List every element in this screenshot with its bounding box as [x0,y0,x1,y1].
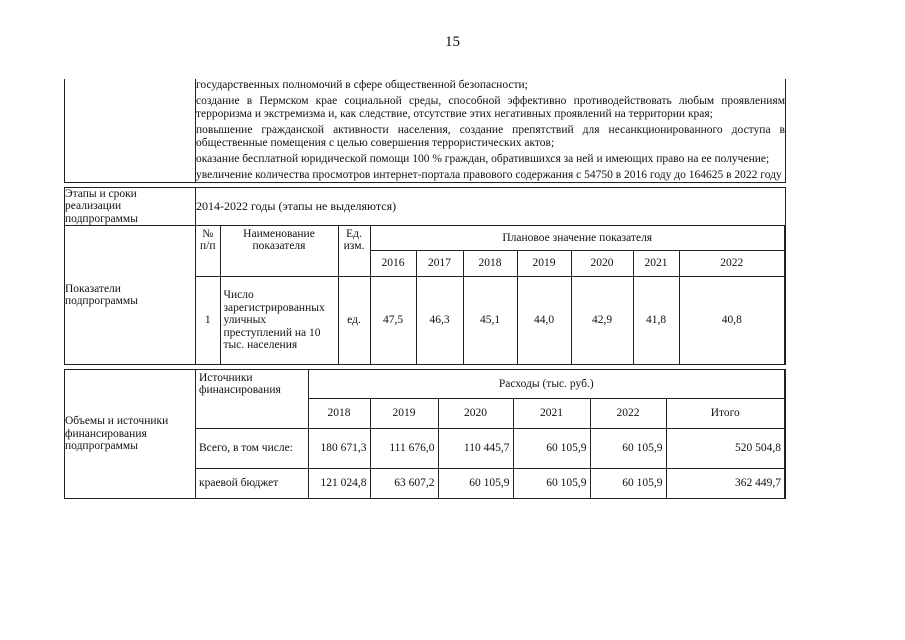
indicator-value: 40,8 [679,276,785,364]
financing-label: Объемы и источники финансирования подпрограммы [65,370,196,499]
financing-content-cell [196,370,786,499]
indicator-name: Число зарегистрированных уличных преступлений на 10 тыс. населения [220,276,338,364]
financing-value: 60 105,9 [590,428,666,468]
financing-row-name: Всего, в том числе: [196,428,308,468]
financing-total: 520 504,8 [666,428,785,468]
stages-label: Этапы и сроки реализации подпрограммы [65,187,196,225]
financing-row-name: краевой бюджет [196,468,308,498]
col-num-header: № п/п [196,226,220,276]
passport-table-container [64,79,786,499]
stages-value: 2014-2022 годы (этапы не выделяются) [196,187,786,225]
goal-paragraph: государственных полномочий в сфере общественной безопасности; [196,79,528,91]
financing-value: 60 105,9 [438,468,513,498]
financing-table [196,370,785,498]
financing-value: 60 105,9 [590,468,666,498]
goal-paragraph: создание в Пермском крае социальной среды, способной эффективно противодействовать любым проявлениям терроризма и экстремизма и, как следствие, отсутствие этих негативных проявлений на территории края; [196,95,785,120]
financing-row [65,370,786,499]
indicator-value: 41,8 [633,276,679,364]
year-header: 2018 [463,250,517,276]
goal-paragraph: оказание бесплатной юридической помощи 100 % граждан, обратившихся за ней и имеющих право на ее получение; [196,153,770,166]
stages-row [65,187,786,225]
sources-header: Источники финансирования [196,370,308,428]
financing-value: 63 607,2 [370,468,438,498]
fin-year-header: 2020 [438,398,513,428]
indicator-row [196,276,785,364]
indicator-unit: ед. [338,276,370,364]
indicators-label: Показатели подпрограммы [65,226,196,365]
indicator-value: 47,5 [370,276,416,364]
indicator-value: 45,1 [463,276,517,364]
year-header: 2020 [571,250,633,276]
indicators-row [65,226,786,365]
financing-value: 111 676,0 [370,428,438,468]
indicator-num: 1 [196,276,220,364]
fin-year-header: 2019 [370,398,438,428]
fin-year-header: 2022 [590,398,666,428]
financing-regional-row [196,468,785,498]
col-name-header: Наименование показателя [220,226,338,276]
total-header: Итого [666,398,785,428]
plan-header: Плановое значение показателя [370,226,785,250]
financing-total-row [196,428,785,468]
goals-row [65,79,786,182]
page-number: 15 [445,34,460,50]
indicators-content-cell [196,226,786,365]
goal-paragraph: повышение гражданской активности населения, создание препятствий для несанкционированного доступа в общественные помещения с целью совершения террористических актов; [196,124,785,149]
passport-table [64,79,786,499]
goals-label-cell [65,79,196,182]
year-header: 2022 [679,250,785,276]
indicator-value: 42,9 [571,276,633,364]
financing-value: 121 024,8 [308,468,370,498]
year-header: 2021 [633,250,679,276]
indicator-value: 44,0 [517,276,571,364]
financing-total: 362 449,7 [666,468,785,498]
financing-value: 60 105,9 [513,468,590,498]
financing-value: 110 445,7 [438,428,513,468]
goals-content-cell [196,79,786,182]
year-header: 2016 [370,250,416,276]
fin-year-header: 2018 [308,398,370,428]
indicator-value: 46,3 [416,276,463,364]
indicators-table [196,226,785,364]
expenses-header: Расходы (тыс. руб.) [308,370,785,398]
year-header: 2019 [517,250,571,276]
financing-value: 180 671,3 [308,428,370,468]
financing-value: 60 105,9 [513,428,590,468]
col-unit-header: Ед. изм. [338,226,370,276]
year-header: 2017 [416,250,463,276]
goal-paragraph: увеличение количества просмотров интернет-портала правового содержания с 54750 в 2016 году до 164625 в 2022 году [196,169,782,182]
fin-year-header: 2021 [513,398,590,428]
